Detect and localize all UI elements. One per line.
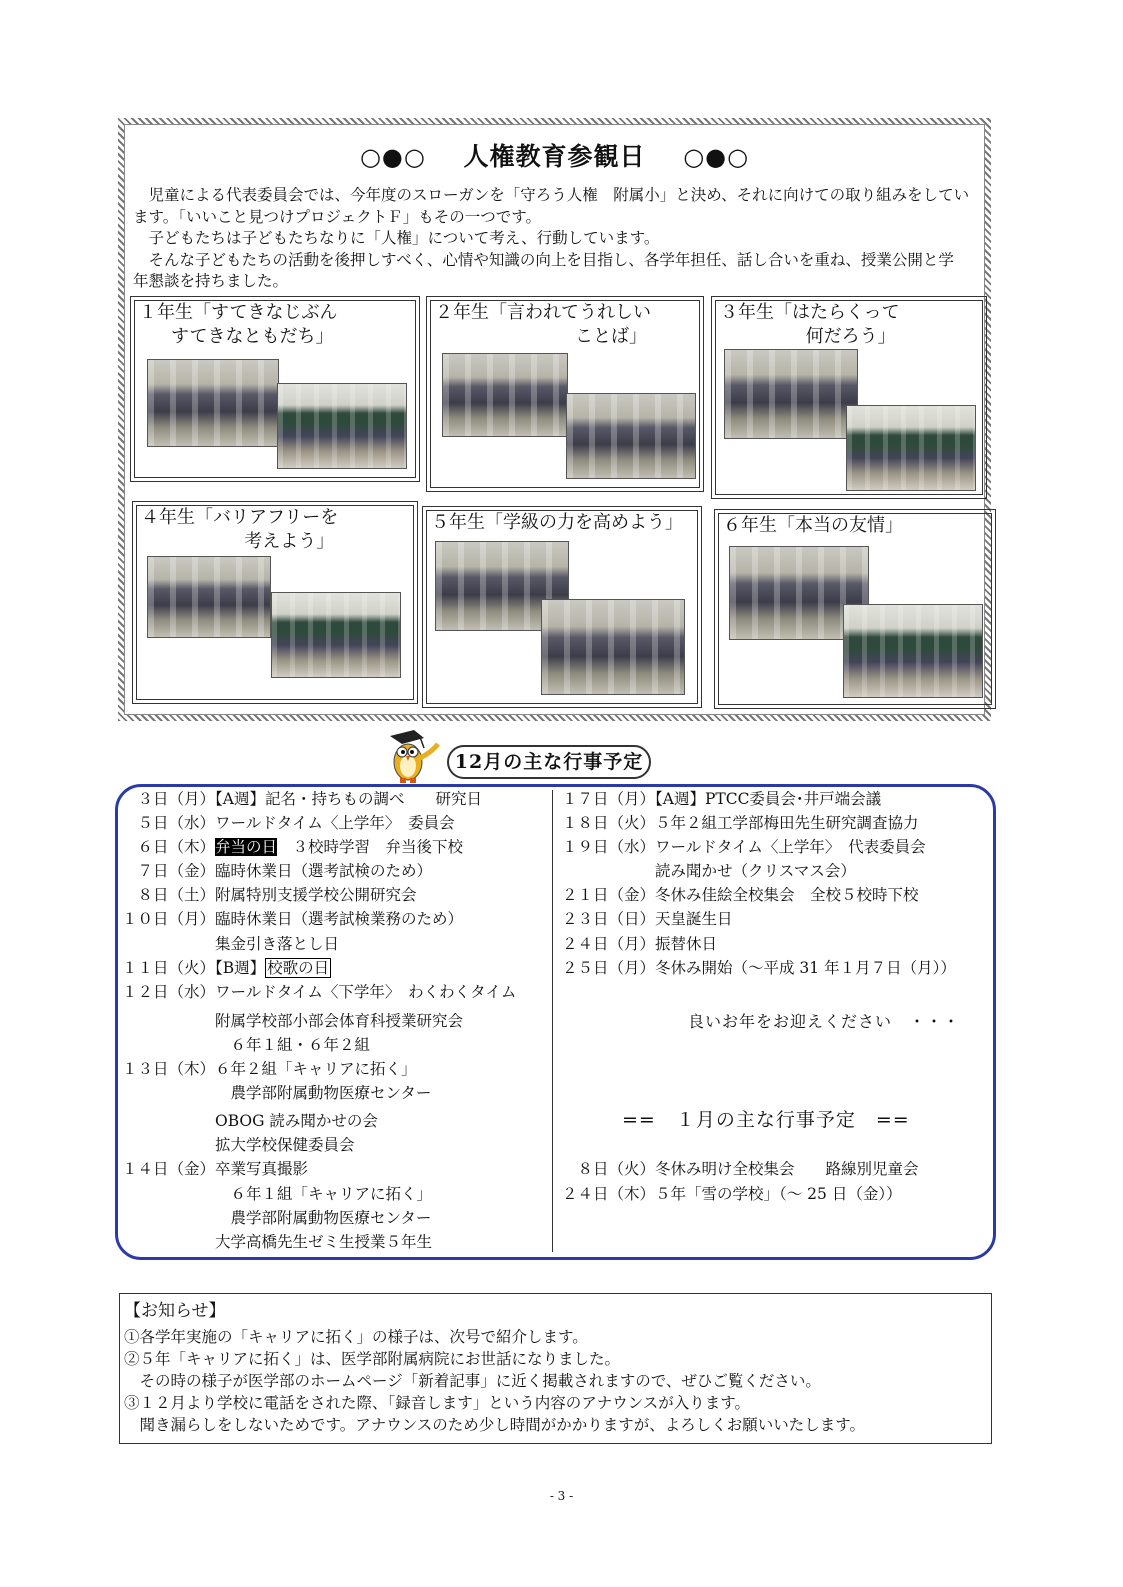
grade-5-card (422, 506, 702, 708)
class-photo (843, 604, 983, 698)
event-row: １９日（水）ワールドタイム〈上学年〉 代表委員会 (562, 838, 926, 856)
class-photo (566, 393, 696, 479)
event-row: ６日（木）弁当の日 ３校時学習 弁当後下校 (122, 838, 464, 856)
class-photo (442, 353, 568, 437)
grade-6-title: ６年生「本当の友情」 (723, 515, 903, 536)
intro-paragraph (133, 185, 976, 293)
human-rights-section (118, 118, 991, 721)
intro-line: 年懇談を持ちました。 (133, 272, 289, 290)
grade-4-card (132, 501, 418, 704)
event-row: ５日（水）ワールドタイム〈上学年〉 委員会 (122, 814, 455, 832)
notice-box (119, 1293, 992, 1444)
event-row: 農学部附属動物医療センター (122, 1084, 432, 1102)
event-row: １７日（月）【A週】PTCC委員会･井戸端会議 (562, 790, 882, 808)
intro-line: 子どもたちは子どもたちなりに「人権」について考え、行動しています。 (133, 229, 660, 247)
grade-3-title: ３年生「はたらくって 何だろう」 (720, 302, 900, 347)
new-year-greeting: 良いお年をお迎えください ・・・ (688, 1012, 961, 1031)
intro-line: ます。「いいこと見つけプロジェクトＦ」もその一つです。 (133, 207, 541, 226)
class-photo (846, 405, 976, 491)
notice-title: 【お知らせ】 (124, 1301, 226, 1321)
event-row: ２４日（月）振替休日 (562, 935, 718, 953)
grade-2-card (426, 296, 704, 492)
class-photo (277, 383, 407, 469)
event-row: ２１日（金）冬休み佳絵全校集会 全校５校時下校 (562, 886, 919, 904)
january-schedule-title: == １月の主な行事予定 == (622, 1109, 910, 1131)
bento-day-highlight: 弁当の日 (215, 838, 278, 856)
event-row: １８日（火）５年２組工学部梅田先生研究調査協力 (562, 814, 919, 832)
event-row: ６年１組・６年２組 (122, 1036, 371, 1054)
event-row: 附属学校部小部会体育科授業研究会 (122, 1012, 464, 1030)
class-photo (147, 359, 279, 447)
event-row: １０日（月）臨時休業日（選考試検業務のため） (122, 910, 464, 928)
notice-line: 聞き漏らしをしないためです。アナウンスのため少し時間がかかりますが、よろしくお願いいたします。 (124, 1416, 866, 1434)
event-row: １４日（金）卒業写真撮影 (122, 1160, 309, 1178)
class-photo (271, 592, 401, 678)
class-photo (147, 556, 271, 638)
section-title: 人権教育参観日 (463, 142, 646, 171)
notice-line: ③１２月より学校に電話をされた際、「録音します」という内容のアナウンスが入ります。 (124, 1394, 751, 1412)
intro-line: 児童による代表委員会では、今年度のスローガンを「守ろう人権 附属小」と決め、それに向けての取り組みをしてい (133, 186, 970, 204)
event-row: １２日（水）ワールドタイム〈下学年〉 わくわくタイム (122, 983, 517, 1001)
event-row: OBOG 読み聞かせの会 (122, 1112, 378, 1130)
december-schedule-title: 12月の主な行事予定 (447, 745, 651, 779)
event-row: 農学部附属動物医療センター (122, 1209, 432, 1227)
grade-1-card (130, 296, 420, 482)
title-deco-left: ○●○ (359, 143, 426, 171)
grade-6-card (714, 509, 996, 709)
class-photo (541, 599, 685, 695)
event-row: ２５日（月）冬休み開始（〜平成 31 年１月７日（月）） (562, 959, 956, 977)
event-row: 読み聞かせ（クリスマス会） (562, 862, 856, 880)
event-row: 拡大学校保健委員会 (122, 1136, 355, 1154)
notice-line: その時の様子が医学部のホームページ「新着記事」に近く掲載されますので、ぜひご覧ください。 (124, 1372, 821, 1390)
page-number: - 3 - (549, 1489, 574, 1503)
intro-line: そんな子どもたちの活動を後押しすべく、心情や知識の向上を目指し、各学年担任、話し合いを重ね、授業公開と学 (133, 250, 954, 269)
grade-2-title: ２年生「言われてうれしい ことば」 (435, 302, 651, 347)
grade-5-title: ５年生「学級の力を高めよう」 (431, 512, 683, 533)
event-row: ２４日（木）５年「雪の学校」（〜 25 日（金）） (562, 1185, 902, 1203)
owl-mascot-icon (380, 728, 440, 786)
event-row: ６年１組「キャリアに拓く」 (122, 1185, 433, 1203)
grade-3-card (711, 296, 987, 499)
school-song-day-box: 校歌の日 (267, 959, 330, 977)
event-row: 大学高橋先生ゼミ生授業５年生 (122, 1233, 433, 1251)
schedule-divider (552, 790, 553, 1252)
event-row: ２３日（日）天皇誕生日 (562, 910, 733, 928)
class-photo (724, 349, 858, 439)
grade-1-title: １年生「すてきなじぶん すてきなともだち」 (139, 302, 338, 347)
notice-line: ①各学年実施の「キャリアに拓く」の様子は、次号で紹介します。 (124, 1328, 588, 1346)
section-title-row (125, 137, 984, 173)
event-row: １３日（木）６年２組「キャリアに拓く」 (122, 1060, 417, 1078)
title-deco-right: ○●○ (683, 143, 750, 171)
event-row: ３日（月）【A週】記名・持ちもの調べ 研究日 (122, 790, 482, 808)
event-row: ８日（火）冬休み明け全校集会 路線別児童会 (562, 1160, 919, 1178)
grade-4-title: ４年生「バリアフリーを 考えよう」 (141, 507, 339, 552)
event-row: ８日（土）附属特別支援学校公開研究会 (122, 886, 417, 904)
notice-line: ②５年「キャリアに拓く」は、医学部附属病院にお世話になりました。 (124, 1350, 621, 1368)
event-row: 集金引き落とし日 (122, 935, 340, 953)
event-row: ７日（金）臨時休業日（選考試検のため） (122, 862, 433, 880)
event-row: １１日（火）【B週】 校歌の日 (122, 959, 330, 977)
